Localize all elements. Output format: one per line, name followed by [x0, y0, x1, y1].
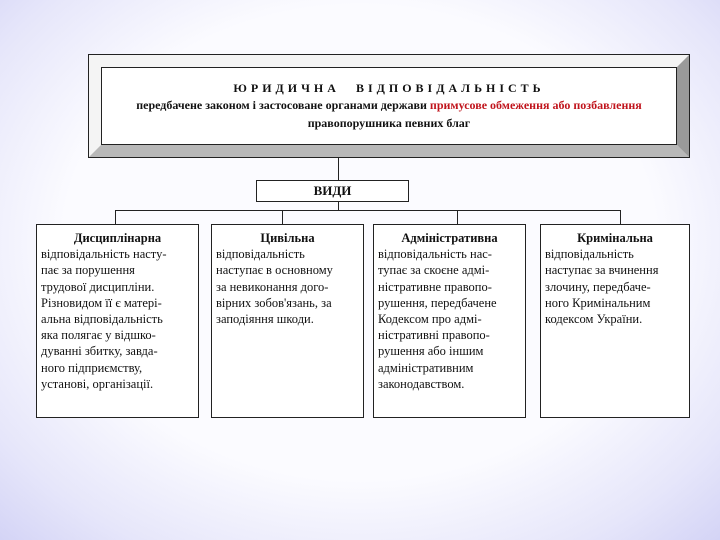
- bevel-right: [677, 55, 689, 157]
- card-title: Цивільна: [260, 231, 315, 245]
- connector-drop-3: [457, 210, 458, 224]
- card-title: Кримінальна: [577, 231, 653, 245]
- connector-mid: [338, 202, 339, 210]
- card-text: відповідальність насту- пає за порушення трудової дисципліни. Різновидом її є матері- альна відповідальність яка полягає у відшко- дуванні збитку, завда- ного підприємству, установі, організації.: [41, 247, 167, 391]
- connector-drop-1: [115, 210, 116, 224]
- concept-definition: [102, 96, 676, 132]
- title-word-1: ЮРИДИЧНА: [233, 80, 340, 95]
- bevel-bottom: [89, 145, 689, 157]
- card-text: відповідальність наступає за вчинення злочину, передбаче- ного Кримінальним кодексом України.: [545, 247, 659, 327]
- definition-part-1: передбачене законом і застосоване органами держави: [136, 97, 430, 112]
- card-title: Адміністративна: [401, 231, 498, 245]
- definition-highlight: примусове обмеження або позбавлення: [429, 97, 642, 112]
- definition-part-2: правопорушника певних благ: [307, 115, 471, 130]
- connector-top: [338, 158, 339, 180]
- types-box: ВИДИ: [256, 180, 409, 202]
- type-card-civil: [211, 224, 364, 418]
- title-word-2: ВІДПОВІДАЛЬНІСТЬ: [355, 80, 545, 95]
- connector-drop-4: [620, 210, 621, 224]
- card-title: Дисциплінарна: [73, 231, 162, 245]
- card-text: відповідальність наступає в основному за невиконання дого- вірних зобов'язань, за заподіяння шкоди.: [216, 247, 333, 327]
- type-card-criminal: [540, 224, 690, 418]
- card-text: відповідальність нас- тупає за скоєне адмі- ністративне правопо- рушення, передбачене Кодексом про адмі- ністративні правопо- рушення або іншим адміністративним законодавством.: [378, 247, 497, 391]
- concept-content: [101, 67, 677, 145]
- connector-drop-2: [282, 210, 283, 224]
- type-card-administrative: [373, 224, 526, 418]
- main-concept-box: [88, 54, 690, 158]
- concept-title: [102, 81, 676, 96]
- type-card-disciplinary: [36, 224, 199, 418]
- connector-horizontal: [115, 210, 621, 211]
